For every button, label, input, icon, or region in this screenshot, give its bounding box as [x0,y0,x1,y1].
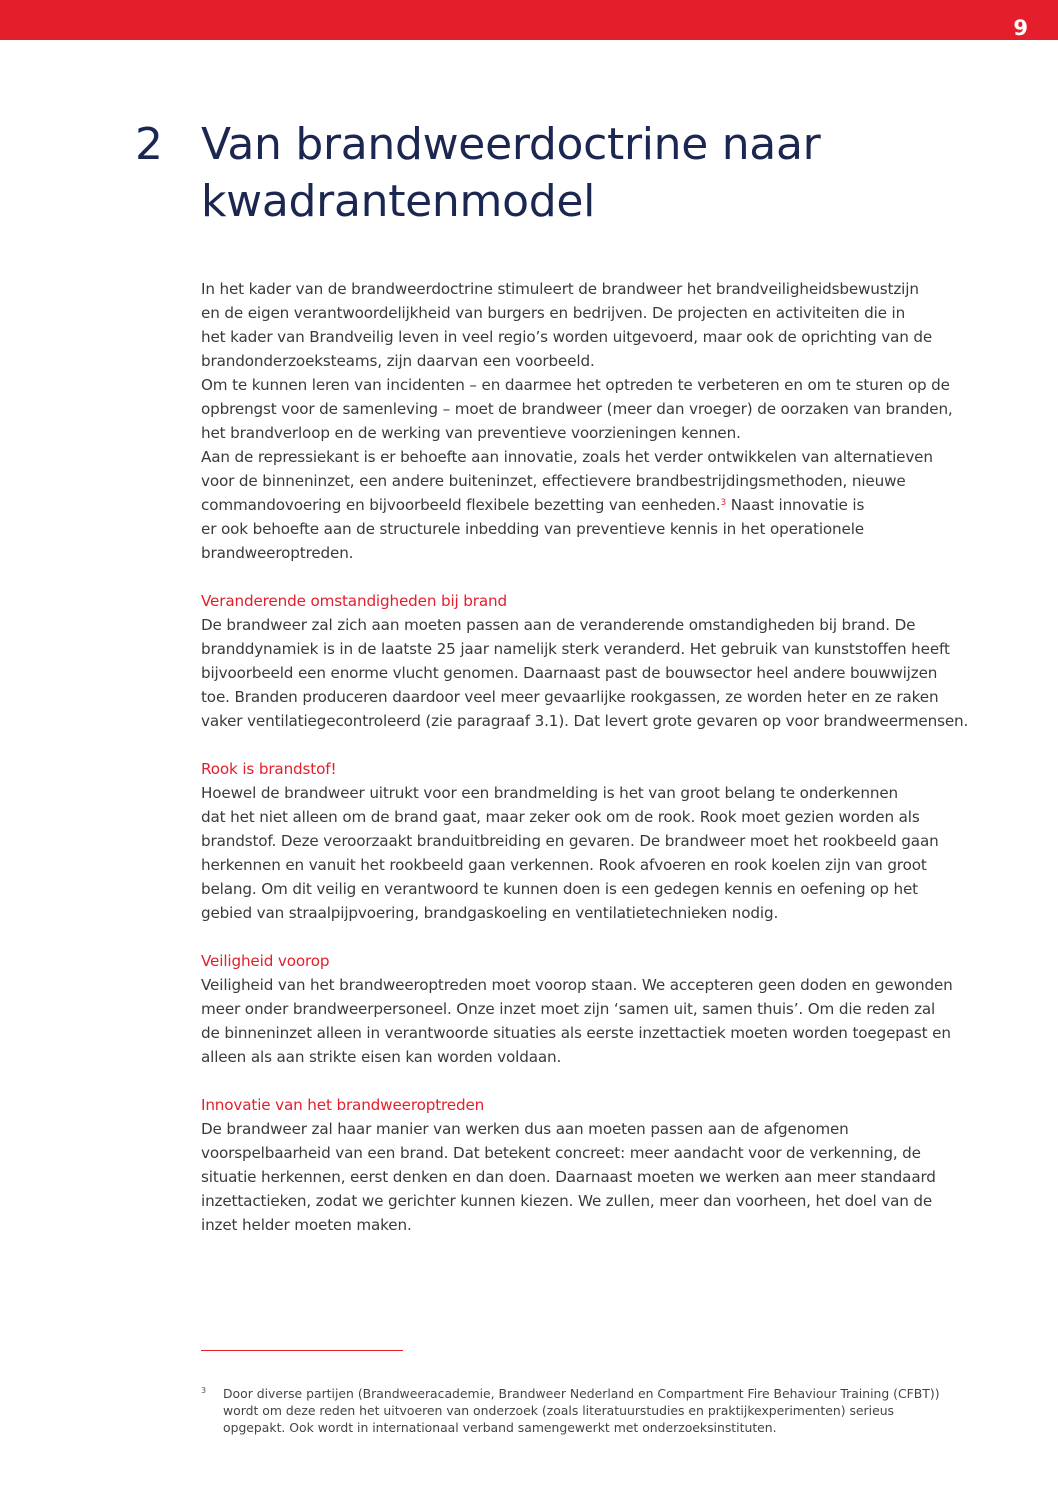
text-line: brandweeroptreden. [201,544,354,562]
text-line: alleen als aan strikte eisen kan worden voldaan. [201,1048,562,1066]
text-line: Aan de repressiekant is er behoefte aan innovatie, zoals het verder ontwikkelen van alternatieven [201,448,933,466]
section [201,757,981,925]
text-line: belang. Om dit veilig en verantwoord te kunnen doen is een gedegen kennis en oefening op het [201,880,918,898]
text-line: dat het niet alleen om de brand gaat, maar zeker ook om de rook. Rook moet gezien worden als [201,808,920,826]
footnote-line: opgepakt. Ook wordt in internationaal verband samengewerkt met onderzoeksinstituten. [223,1420,777,1435]
text-line: brandstof. Deze veroorzaakt branduitbreiding en gevaren. De brandweer moet het rookbeeld gaan [201,832,939,850]
text-line: er ook behoefte aan de structurele inbedding van preventieve kennis in het operationele [201,520,864,538]
chapter-title-line: Van brandweerdoctrine naar [201,119,821,170]
section-heading: Veiligheid voorop [201,952,330,970]
text-line: inzet helder moeten maken. [201,1216,412,1234]
header-bar [0,0,1058,40]
text-segment: Naast innovatie is [726,496,865,514]
chapter-title-line: kwadrantenmodel [201,176,596,227]
section-heading: Rook is brandstof! [201,760,337,778]
section-heading: Innovatie van het brandweeroptreden [201,1096,485,1114]
text-line: voor de binneninzet, een andere buiteninzet, effectievere brandbestrijdingsmethoden, nieuwe [201,472,906,490]
section [201,1093,981,1237]
text-line: In het kader van de brandweerdoctrine stimuleert de brandweer het brandveiligheidsbewustzijn [201,280,919,298]
text-line: brandonderzoeksteams, zijn daarvan een voorbeeld. [201,352,595,370]
text-line: het kader van Brandveilig leven in veel regio’s worden uitgevoerd, maar ook de oprichting van de [201,328,933,346]
chapter-number: 2 [135,119,163,170]
footnote-text [223,1385,943,1436]
footnote-divider [201,1350,403,1351]
text-line: voorspelbaarheid van een brand. Dat betekent concreet: meer aandacht voor de verkenning, de [201,1144,921,1162]
footnote-line: Door diverse partijen (Brandweeracademie, Brandweer Nederland en Compartment Fire Behaviour Training (CFBT)) [223,1386,940,1401]
text-segment: commandovoering en bijvoorbeeld flexibele bezetting van eenheden. [201,496,721,514]
text-line: vaker ventilatiegecontroleerd (zie paragraaf 3.1). Dat levert grote gevaren op voor brandweermensen. [201,712,969,730]
text-line: bijvoorbeeld een enorme vlucht genomen. Daarnaast past de bouwsector heel andere bouwwijzen [201,664,938,682]
text-line: Veiligheid van het brandweeroptreden moet voorop staan. We accepteren geen doden en gewonden [201,976,953,994]
text-line: herkennen en vanuit het rookbeeld gaan verkennen. Rook afvoeren en rook koelen zijn van groot [201,856,927,874]
text-line: inzettactieken, zodat we gerichter kunnen kiezen. We zullen, meer dan voorheen, het doel van de [201,1192,933,1210]
footnote-reference[interactable]: 3 [720,498,727,508]
section-heading: Veranderende omstandigheden bij brand [201,592,508,610]
text-line: toe. Branden produceren daardoor veel meer gevaarlijke rookgassen, ze worden heter en ze raken [201,688,939,706]
section [201,589,981,733]
body-text [201,277,981,1237]
text-line: en de eigen verantwoordelijkheid van burgers en bedrijven. De projecten en activiteiten die in [201,304,906,322]
text-line: De brandweer zal zich aan moeten passen aan de veranderende omstandigheden bij brand. De [201,616,916,634]
text-line: Om te kunnen leren van incidenten – en daarmee het optreden te verbeteren en om te sturen op de [201,376,950,394]
text-line: het brandverloop en de werking van preventieve voorzieningen kennen. [201,424,741,442]
text-line: branddynamiek is in de laatste 25 jaar namelijk sterk veranderd. Het gebruik van kunststoffen heeft [201,640,950,658]
text-line: situatie herkennen, eerst denken en dan doen. Daarnaast moeten we werken aan meer standaard [201,1168,936,1186]
text-line: opbrengst voor de samenleving – moet de brandweer (meer dan vroeger) de oorzaken van branden, [201,400,953,418]
text-line: meer onder brandweerpersoneel. Onze inzet moet zijn ‘samen uit, samen thuis’. Om die reden zal [201,1000,936,1018]
intro-paragraph [201,277,981,565]
text-line: De brandweer zal haar manier van werken dus aan moeten passen aan de afgenomen [201,1120,849,1138]
section [201,949,981,1069]
chapter-title [201,116,820,230]
text-line [201,493,981,517]
footnote-line: wordt om deze reden het uitvoeren van onderzoek (zoals literatuurstudies en praktijkexperimenten) serieus [223,1403,895,1418]
text-line: de binneninzet alleen in verantwoorde situaties als eerste inzettactiek moeten worden toegepast en [201,1024,951,1042]
page-number: 9 [1013,16,1028,40]
text-line: Hoewel de brandweer uitrukt voor een brandmelding is het van groot belang te onderkennen [201,784,898,802]
text-line: gebied van straalpijpvoering, brandgaskoeling en ventilatietechnieken nodig. [201,904,779,922]
footnote-marker: 3 [201,1386,207,1395]
